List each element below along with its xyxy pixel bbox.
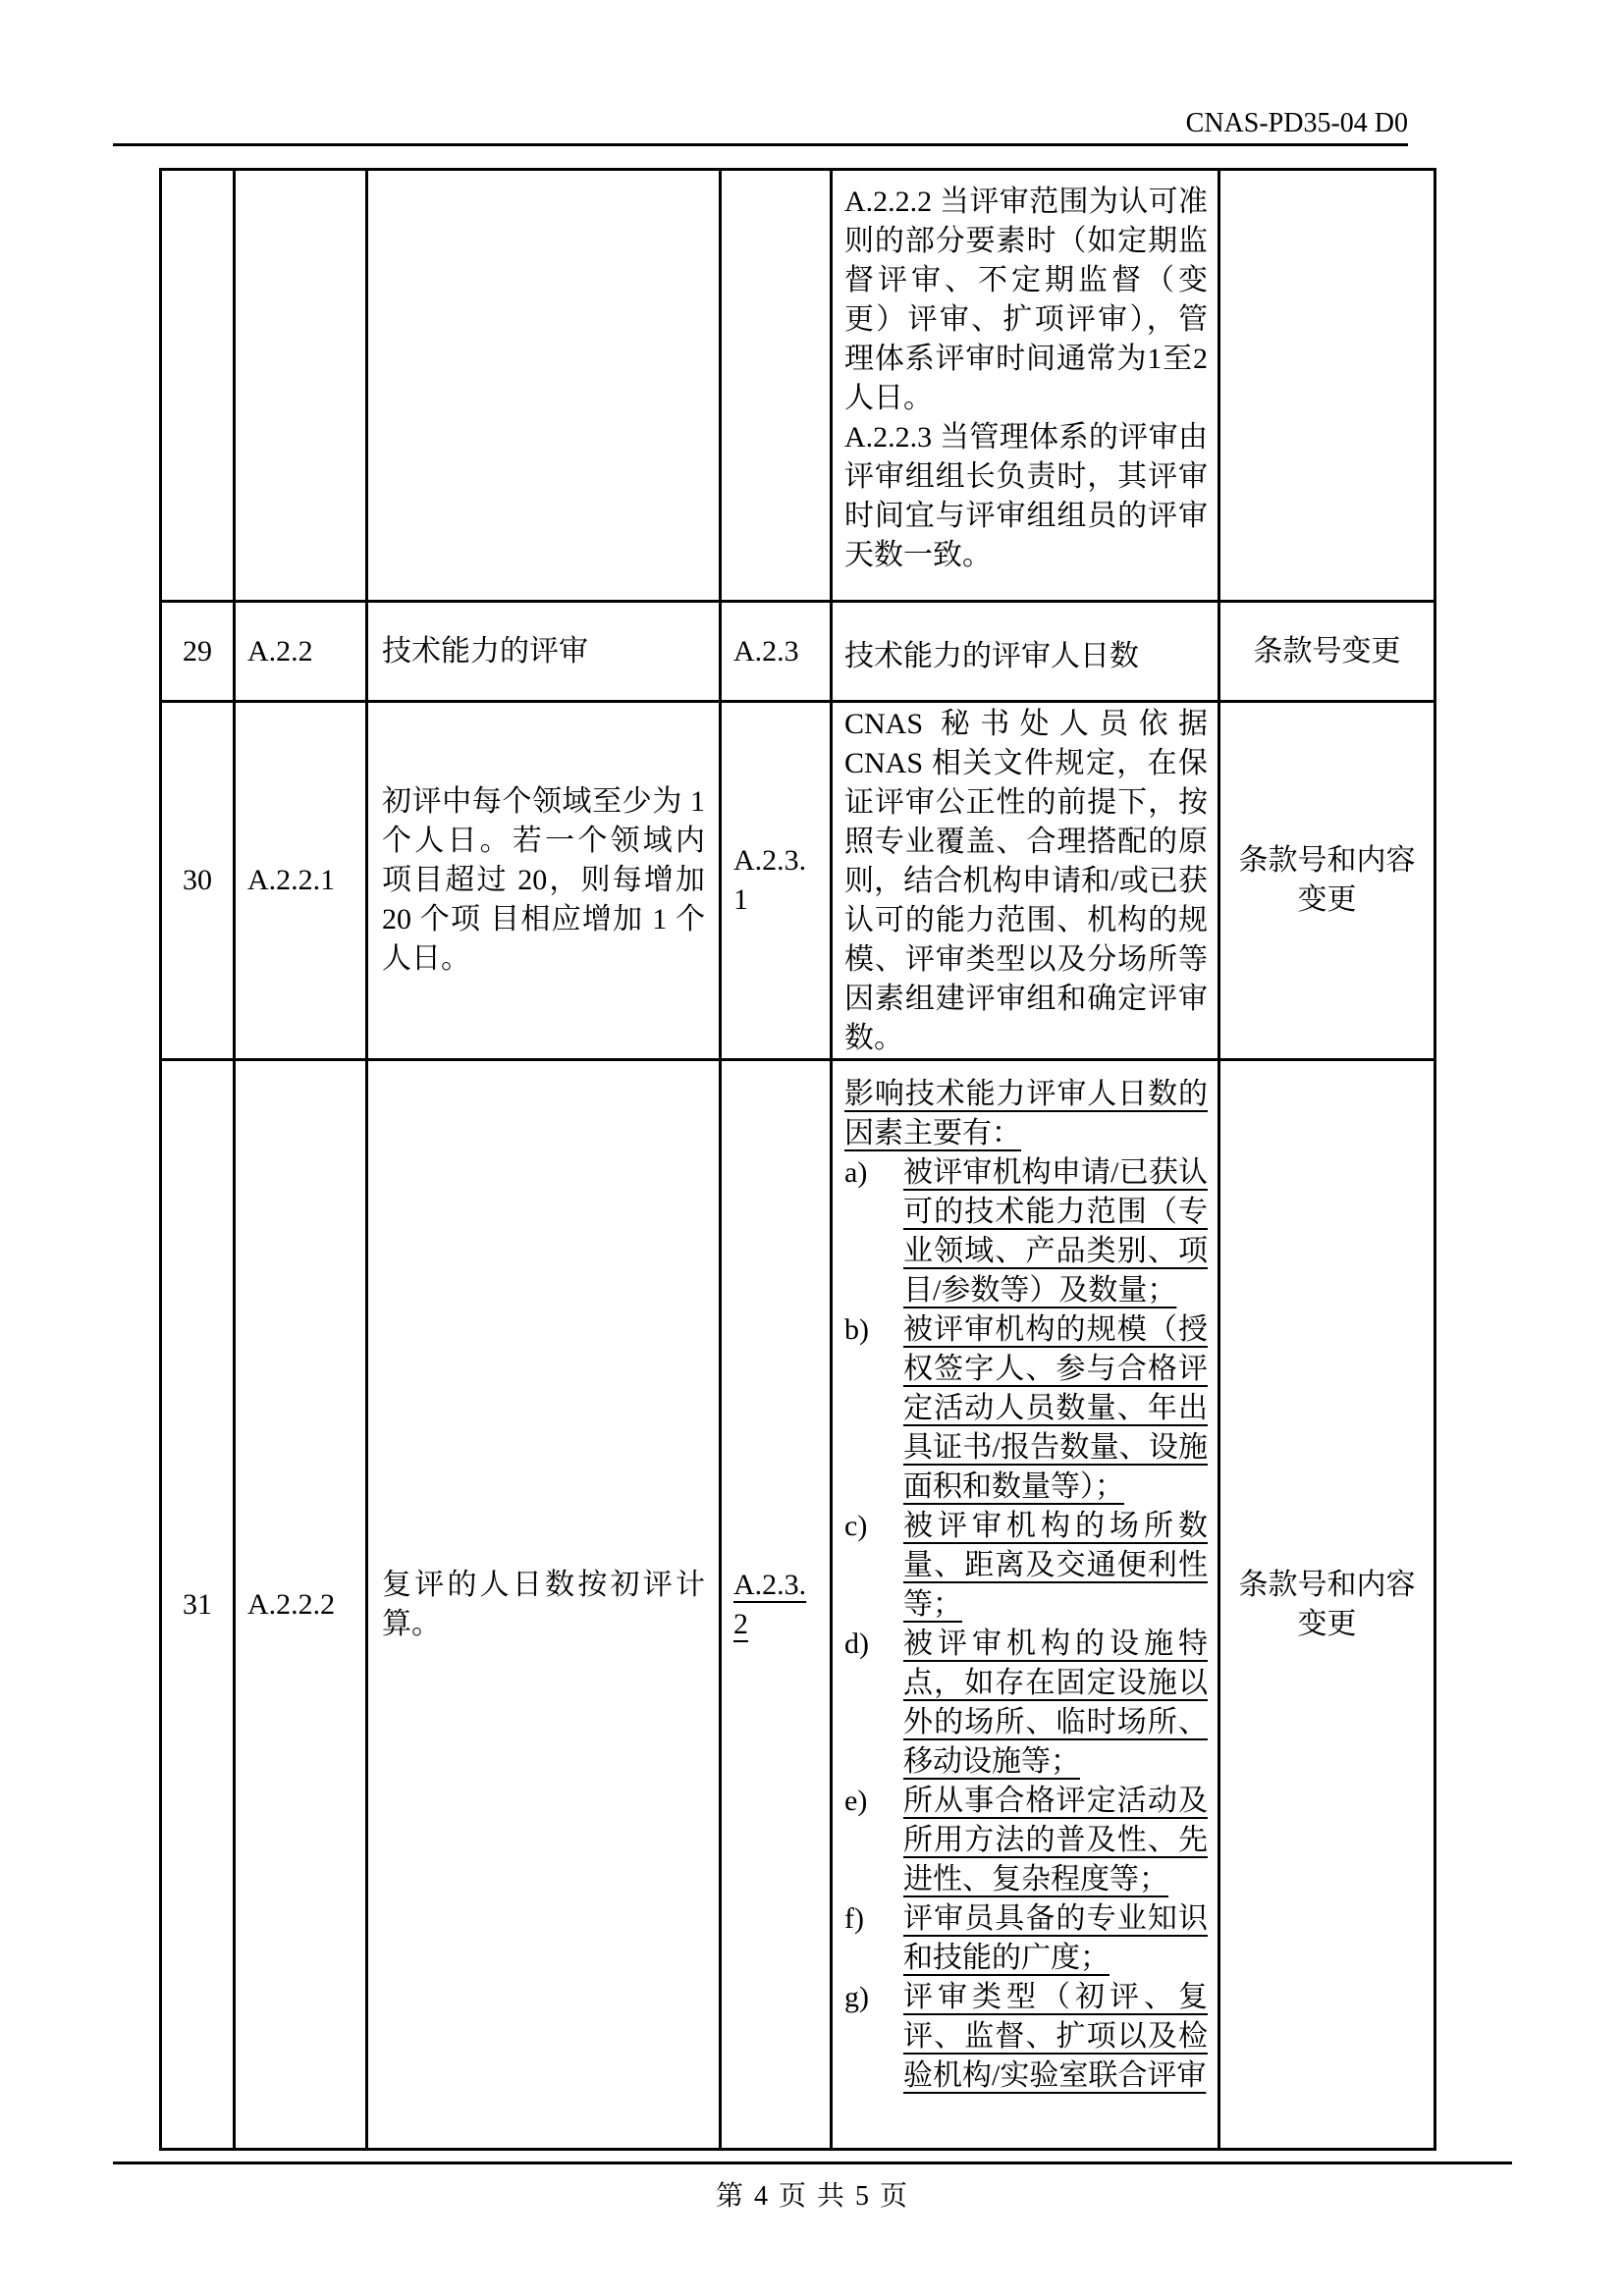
cell-new-clause: A.2.3.1 bbox=[721, 702, 832, 1060]
cell-change-type: 条款号和内容变更 bbox=[1219, 702, 1435, 1060]
list-item bbox=[844, 1625, 1208, 1782]
cell-new-text bbox=[832, 1060, 1219, 2150]
list-item-text: 被评审机构申请/已获认可的技术能力范围（专业领域、产品类别、项目/参数等）及数量； bbox=[903, 1156, 1208, 1307]
cell-new-clause: A.2.3 bbox=[721, 602, 832, 702]
cell-old-clause: A.2.2.1 bbox=[235, 702, 367, 1060]
cell-old-text bbox=[367, 170, 721, 602]
list-item bbox=[844, 1310, 1208, 1507]
new-clause-number: A.2.3.2 bbox=[733, 1568, 807, 1640]
list-item-text: 被评审机构的设施特点，如存在固定设施以外的场所、临时场所、移动设施等； bbox=[903, 1628, 1208, 1778]
list-item-label: d) bbox=[844, 1628, 869, 1660]
cell-old-text: 技术能力的评审 bbox=[367, 602, 721, 702]
list-item bbox=[844, 1507, 1208, 1625]
cell-change-type: 条款号变更 bbox=[1219, 602, 1435, 702]
cell-new-clause bbox=[721, 170, 832, 602]
paragraph: A.2.2.2 当评审范围为认可准则的部分要素时（如定期监督评审、不定期监督（变更）评审、扩项评审），管理体系评审时间通常为1至2人日。 bbox=[844, 186, 1208, 414]
cell-row-number: 31 bbox=[161, 1060, 235, 2150]
cell-new-text bbox=[832, 170, 1219, 602]
table-row-continuation bbox=[161, 170, 1435, 602]
list-item-label: g) bbox=[844, 1981, 869, 2013]
list-item bbox=[844, 1899, 1208, 1978]
list-item bbox=[844, 1153, 1208, 1310]
cell-old-text: 初评中每个领域至少为 1 个人日。若一个领域内项目超过 20，则每增加 20 个项 目相应增加 1 个人日。 bbox=[367, 702, 721, 1060]
cell-row-number: 29 bbox=[161, 602, 235, 702]
page-number: 第 4 页 共 5 页 bbox=[715, 2181, 909, 2212]
cell-old-clause: A.2.2.2 bbox=[235, 1060, 367, 2150]
cell-new-text: 技术能力的评审人日数 bbox=[832, 602, 1219, 702]
cell-new-clause bbox=[721, 1060, 832, 2150]
list-item-text: 所从事合格评定活动及所用方法的普及性、先进性、复杂程度等； bbox=[903, 1785, 1208, 1896]
list-intro: 影响技术能力评审人日数的因素主要有： bbox=[844, 1078, 1208, 1149]
list-item-text: 评审类型（初评、复评、监督、扩项以及检验机构/实验室联合评审 bbox=[903, 1981, 1208, 2092]
table-row-30 bbox=[161, 702, 1435, 1060]
list-item-label: a) bbox=[844, 1156, 868, 1189]
list-item-label: c) bbox=[844, 1510, 868, 1542]
cell-row-number: 30 bbox=[161, 702, 235, 1060]
list-item-text: 被评审机构的场所数量、距离及交通便利性等； bbox=[903, 1510, 1208, 1621]
cell-change-type bbox=[1219, 170, 1435, 602]
cell-new-text: CNAS 秘书处人员依据 CNAS 相关文件规定，在保证评审公正性的前提下，按照专业覆盖、合理搭配的原则，结合机构申请和/或已获认可的能力范围、机构的规模、评审类型以及分场所等因素组建评审组和确定评审数。 bbox=[832, 702, 1219, 1060]
cell-old-clause: A.2.2 bbox=[235, 602, 367, 702]
table-row-29 bbox=[161, 602, 1435, 702]
clause-comparison-table bbox=[159, 168, 1436, 2151]
list-item-text: 评审员具备的专业知识和技能的广度； bbox=[903, 1902, 1208, 1974]
list-item-label: f) bbox=[844, 1902, 864, 1935]
cell-old-text: 复评的人日数按初评计算。 bbox=[367, 1060, 721, 2150]
cell-old-clause bbox=[235, 170, 367, 602]
table-row-31 bbox=[161, 1060, 1435, 2150]
list-item-text: 被评审机构的规模（授权签字人、参与合格评定活动人员数量、年出具证书/报告数量、设施面积和数量等）； bbox=[903, 1313, 1208, 1503]
page-footer bbox=[113, 2162, 1512, 2214]
doc-code: CNAS-PD35-04 D0 bbox=[1185, 108, 1408, 138]
list-item-label: b) bbox=[844, 1313, 869, 1346]
list-item bbox=[844, 1782, 1208, 1899]
cell-row-number bbox=[161, 170, 235, 602]
paragraph: A.2.2.3 当管理体系的评审由评审组组长负责时，其评审时间宜与评审组组员的评审天数一致。 bbox=[844, 421, 1208, 571]
list-item-label: e) bbox=[844, 1785, 868, 1817]
cell-change-type: 条款号和内容变更 bbox=[1219, 1060, 1435, 2150]
page-header bbox=[113, 0, 1408, 146]
list-item bbox=[844, 1978, 1208, 2096]
